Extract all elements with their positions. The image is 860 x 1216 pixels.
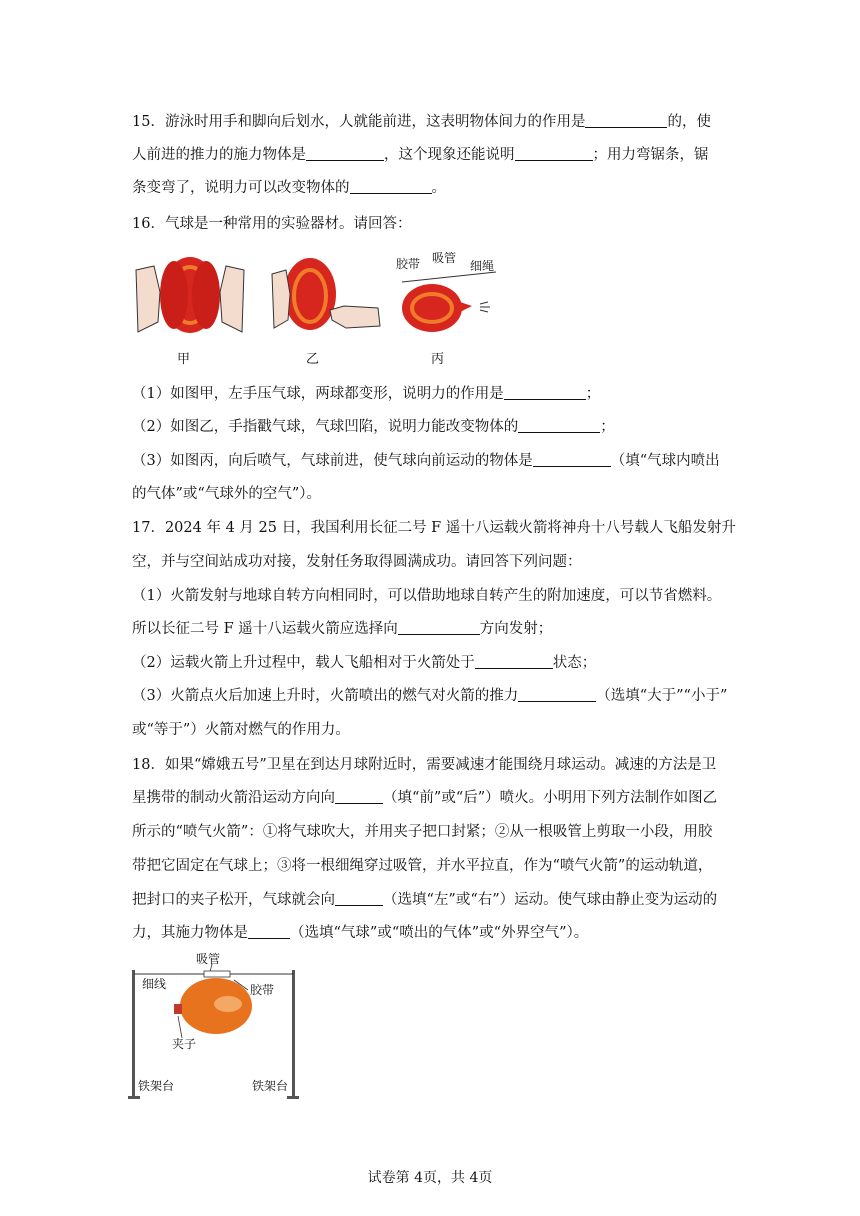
q17-p1-cont: 所以长征二号 F 遥十八运载火箭应选择向 方向发射； — [132, 621, 553, 637]
q18-line4: 带把它固定在气球上；③将一根细绳穿过吸管，并水平拉直，作为“喷气火箭”的运动轨道， — [132, 858, 713, 874]
fig-caption-yi: 乙 — [306, 352, 320, 367]
answer-blank[interactable] — [504, 385, 586, 400]
balloon-rocket-figure — [128, 952, 304, 1102]
label-thread: 细线 — [142, 977, 167, 991]
answer-blank[interactable] — [515, 146, 593, 161]
q17-line2: 空，并与空间站成功对接，发射任务取得圆满成功。请回答下列问题： — [132, 554, 582, 570]
label-straw: 吸管 — [196, 952, 221, 966]
q15-line3: 条变弯了，说明力可以改变物体的 。 — [132, 180, 446, 196]
q17-p1: （1）火箭发射与地球自转方向相同时，可以借助地球自转产生的附加速度，可以节省燃料。 — [132, 588, 722, 604]
q16-stem: 16．气球是一种常用的实验器材。请回答： — [132, 216, 412, 232]
fig-caption-jia: 甲 — [177, 352, 191, 367]
q17-p3: （3）火箭点火后加速上升时，火箭喷出的燃气对火箭的推力 （选填“大于”“小于” — [132, 688, 728, 704]
answer-blank[interactable] — [398, 620, 480, 635]
q15-line2: 人前进的推力的施力物体是 ，这个现象还能说明 ；用力弯锯条，锯 — [132, 147, 709, 163]
fig-caption-bing: 丙 — [431, 352, 445, 367]
q16-p3: （3）如图丙，向后喷气，气球前进，使气球向前运动的物体是 （填“气球内喷出 — [132, 453, 720, 469]
answer-blank[interactable] — [585, 113, 667, 128]
answer-blank[interactable] — [306, 146, 384, 161]
page-footer: 试卷第 4页，共 4页 — [367, 1170, 493, 1186]
q17-p2: （2）运载火箭上升过程中，载人飞船相对于火箭处于 状态； — [132, 655, 597, 671]
q17-p3-cont: 或“等于”）火箭对燃气的作用力。 — [132, 722, 350, 738]
label-straw: 吸管 — [432, 251, 457, 265]
q18-line2: 星携带的制动火箭沿运动方向向 （填“前”或“后”）喷火。小明用下列方法制作如图乙 — [132, 790, 718, 806]
answer-blank[interactable] — [533, 452, 611, 467]
balloon-figure-bing — [392, 250, 504, 340]
label-clip: 夹子 — [172, 1037, 197, 1051]
label-stand-left: 铁架台 — [138, 1079, 175, 1093]
answer-blank[interactable] — [335, 789, 383, 804]
answer-blank[interactable] — [518, 418, 600, 433]
label-stand-right: 铁架台 — [252, 1079, 289, 1093]
label-string: 细绳 — [470, 259, 495, 273]
q17-line1: 17．2024 年 4 月 25 日，我国利用长征二号 F 遥十八运载火箭将神舟十八号载人飞船发射升 — [132, 520, 736, 536]
answer-blank[interactable] — [335, 891, 383, 906]
label-tape: 胶带 — [396, 257, 421, 271]
answer-blank[interactable] — [475, 654, 553, 669]
answer-blank[interactable] — [518, 687, 596, 702]
q18-line3: 所示的“喷气火箭”：①将气球吹大，并用夹子把口封紧；②从一根吸管上剪取一小段，用胶 — [132, 824, 713, 840]
q16-p3-cont: 的气体”或“气球外的空气”）。 — [132, 486, 321, 502]
q18-line1: 18．如果“嫦娥五号”卫星在到达月球附近时，需要减速才能围绕月球运动。减速的方法是卫 — [132, 757, 717, 773]
q16-p2: （2）如图乙，手指戳气球，气球凹陷，说明力能改变物体的 ； — [132, 419, 615, 435]
q15-line1: 15．游泳时用手和脚向后划水，人就能前进，这表明物体间力的作用是 的，使 — [132, 114, 711, 130]
q18-line6: 力，其施力物体是 （选填“气球”或“喷出的气体”或“外界空气”）。 — [132, 925, 589, 941]
balloon-figure-yi — [270, 254, 382, 334]
q18-line5: 把封口的夹子松开，气球就会向 （选填“左”或“右”）运动。使气球由静止变为运动的 — [132, 892, 718, 908]
q16-p1: （1）如图甲，左手压气球，两球都变形，说明力的作用是 ； — [132, 386, 601, 402]
answer-blank[interactable] — [248, 924, 290, 939]
label-tape: 胶带 — [250, 983, 275, 997]
balloon-figure-jia — [134, 252, 246, 338]
answer-blank[interactable] — [350, 179, 432, 194]
